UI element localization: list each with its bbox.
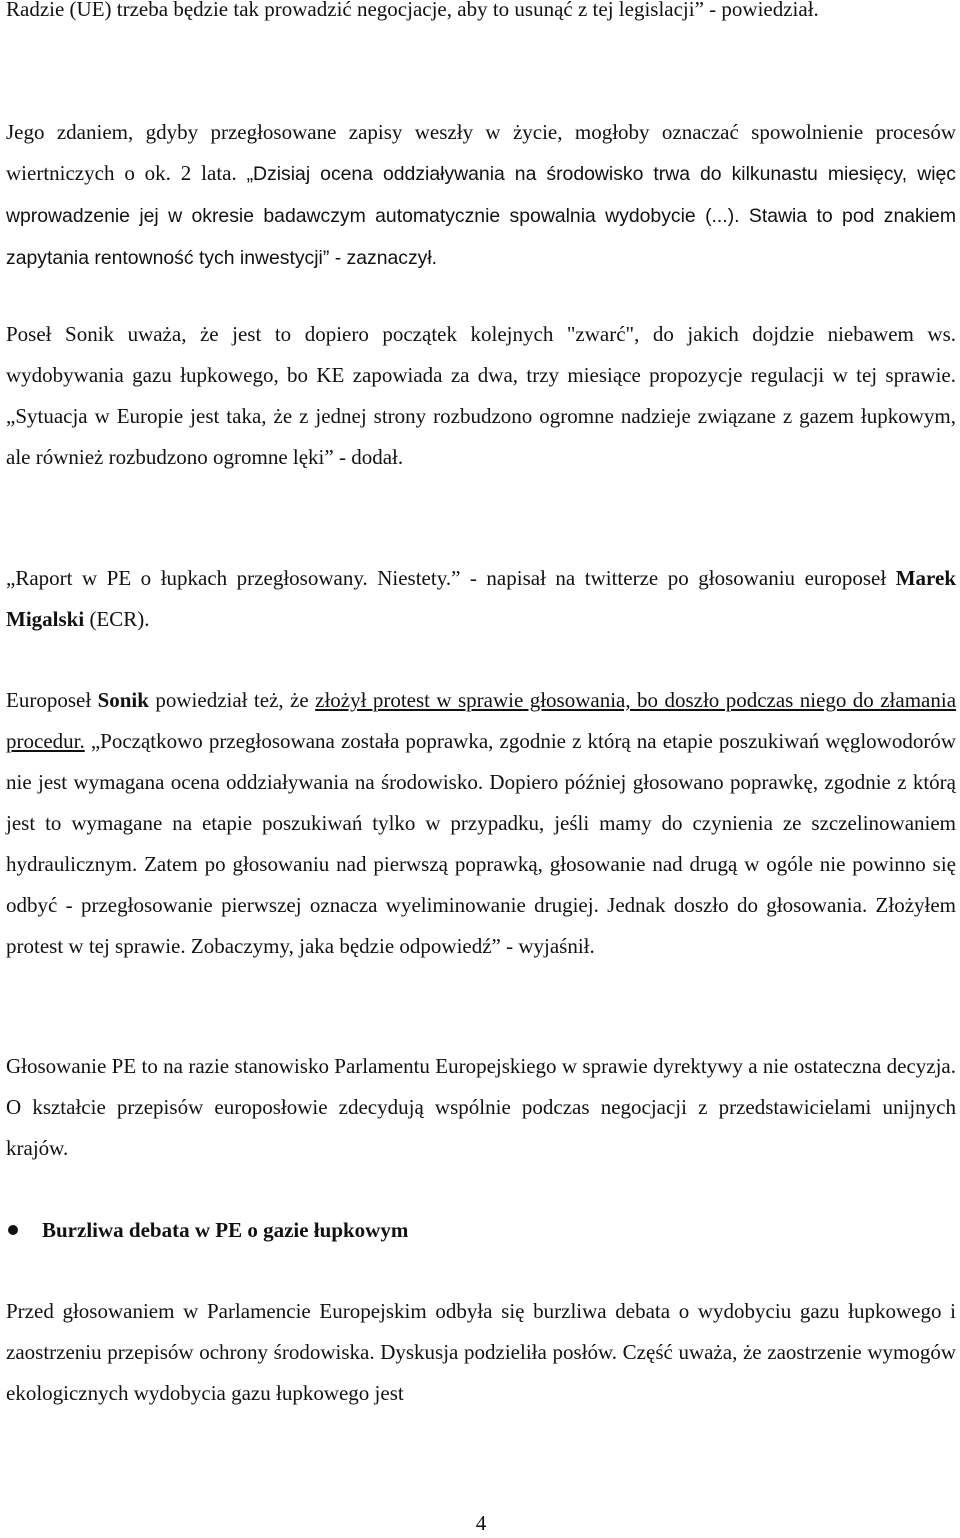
paragraph-1	[6, 0, 956, 30]
paragraph-5-text-e: „Początkowo przegłosowana została poprawka, zgodnie z którą na etapie poszukiwań węglowodorów nie jest wymagana ocena oddziaływania na środowisko. Dopiero później głosowano poprawkę, zgodnie z którą jest to wymagane na etapie poszukiwań tylko w przypadku, jeśli mamy do czynienia ze szczelinowaniem hydraulicznym. Zatem po głosowaniu nad pierwszą poprawką, głosowanie nad drugą w ogóle nie powinno się odbyć - przegłosowanie pierwszej oznacza wyeliminowanie drugiej. Jednak doszło do głosowania. Złożyłem protest w tej sprawie. Zobaczymy, jaka będzie odpowiedź” - wyjaśnił.	[6, 729, 956, 958]
paragraph-3-text: Poseł Sonik uważa, że jest to dopiero początek kolejnych "zwarć", do jakich dojdzie niebawem ws. wydobywania gazu łupkowego, bo KE zapowiada za dwa, trzy miesiące propozycje regulacji w tej sprawie. „Sytuacja w Europie jest taka, że z jednej strony rozbudzono ogromne nadzieje związane z gazem łupkowym, ale również rozbudzono ogromne lęki” - dodał.	[6, 322, 956, 469]
paragraph-5-name: Sonik	[97, 688, 149, 712]
paragraph-2-text-a: Jego zdaniem, gdyby przegłosowane zapisy weszły w życie, mogłoby oznaczać spowolnienie procesów wiertniczych o ok. 2 lata.	[6, 120, 956, 185]
paragraph-1-text: Radzie (UE) trzeba będzie tak prowadzić negocjacje, aby to usunąć z tej legislacji” - powiedział.	[6, 0, 819, 21]
paragraph-5-text-a: Europoseł	[6, 688, 98, 712]
paragraph-4	[6, 558, 956, 640]
page-number: 4	[475, 1511, 487, 1535]
paragraph-3	[6, 314, 956, 478]
paragraph-7-text: Przed głosowaniem w Parlamencie Europejskim odbyła się burzliwa debata o wydobyciu gazu łupkowego i zaostrzeniu przepisów ochrony środowiska. Dyskusja podzieliła posłów. Część uważa, że zaostrzenie wymogów ekologicznych wydobycia gazu łupkowego jest	[6, 1299, 956, 1405]
paragraph-4-text-c: (ECR).	[84, 607, 150, 631]
paragraph-7	[6, 1291, 956, 1414]
paragraph-5	[6, 680, 956, 967]
bullet-icon	[8, 1225, 18, 1235]
paragraph-6-text: Głosowanie PE to na razie stanowisko Parlamentu Europejskiego w sprawie dyrektywy a nie ostateczna decyzja. O kształcie przepisów europosłowie zdecydują wspólnie podczas negocjacji z przedstawicielami unijnych krajów.	[6, 1054, 956, 1160]
paragraph-2	[6, 112, 956, 279]
paragraph-2-quote: „Dzisiaj ocena oddziaływania na środowisko trwa do kilkunastu miesięcy, więc wprowadzenie jej w okresie badawczym automatycznie spowalnia wydobycie (...). Stawia to pod znakiem zapytania rentowność tych inwestycji” - zaznaczył.	[6, 163, 956, 269]
paragraph-4-text-a: „Raport w PE o łupkach przegłosowany. Niestety.” - napisał na twitterze po głosowaniu europoseł	[6, 566, 896, 590]
section-heading	[6, 1210, 956, 1251]
paragraph-4-name: Marek Migalski	[6, 566, 956, 631]
section-heading-text: Burzliwa debata w PE o gazie łupkowym	[42, 1218, 409, 1242]
paragraph-6	[6, 1046, 956, 1169]
paragraph-5-text-c: powiedział też, że	[148, 688, 316, 712]
document-page	[6, 0, 956, 1537]
paragraph-5-underlined: złożył protest w sprawie głosowania, bo doszło podczas niego do złamania procedur.	[6, 688, 957, 753]
